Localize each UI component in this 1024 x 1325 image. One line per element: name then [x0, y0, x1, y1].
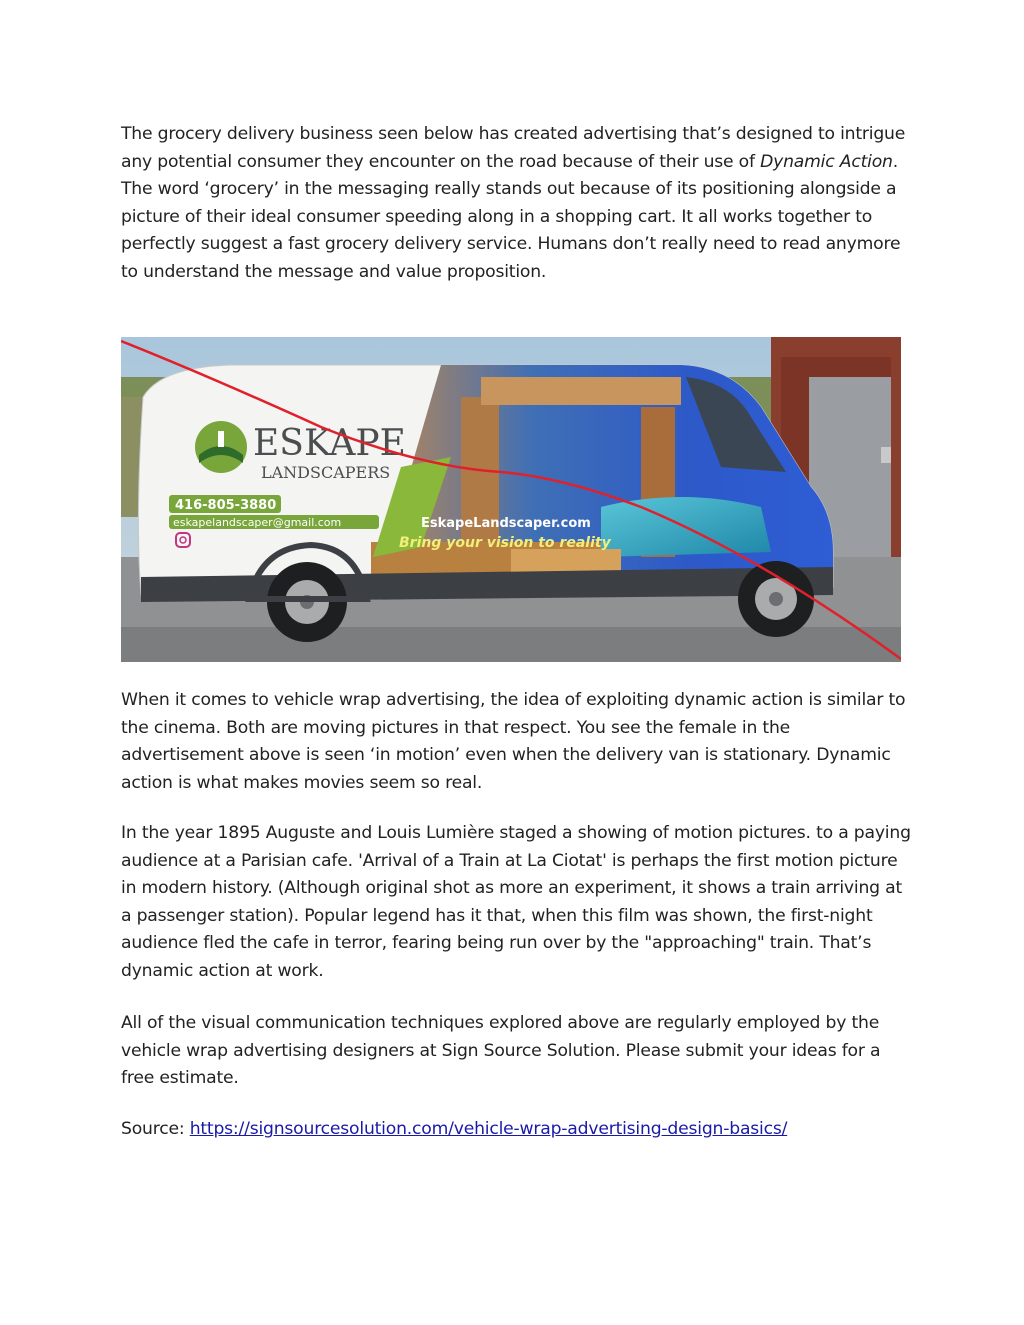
paragraph-dynamic-action: When it comes to vehicle wrap advertising, the idea of exploiting dynamic action is similar to the cinema. Both are moving pictures in that respect. You see the female in the advertisement above is seen ‘in motion’ even when the delivery van is stationary. Dynamic action is what makes movies seem so real. — [121, 690, 906, 793]
van-website: EskapeLandscaper.com — [421, 516, 591, 531]
source-line — [121, 1116, 911, 1144]
paragraph-closing: All of the visual communication techniques explored above are regularly employed by the vehicle wrap advertising designers at Sign Source Solution. Please submit your ideas for a free estimate. — [121, 1013, 881, 1089]
intro-text: The grocery delivery business seen below has created advertising that’s designed to intrigue any potential consumer they encounter on the road because of their use of — [121, 124, 906, 172]
van-wrap-photo — [121, 337, 901, 662]
van-email: eskapelandscaper@gmail.com — [173, 516, 342, 529]
van-brand-sub: LANDSCAPERS — [261, 463, 391, 482]
van-tagline: Bring your vision to reality — [399, 535, 611, 551]
van-brand-name: ESKAPE — [253, 423, 406, 464]
paragraph-lumiere-history: In the year 1895 Auguste and Louis Lumière staged a showing of motion pictures. to a paying audience at a Parisian cafe. 'Arrival of a Train at La Ciotat' is perhaps the first motion picture in modern history. (Although original shot as more an experiment, it shows a train arriving at a passenger station). Popular legend has it that, when this film was shown, the first-night audience fled the cafe in terror, fearing being run over by the "approaching" train. That’s dynamic action at work. — [121, 823, 911, 981]
source-label: Source: — [121, 1119, 190, 1139]
van-illustration — [121, 337, 901, 662]
source-link[interactable]: https://signsourcesolution.com/vehicle-wrap-advertising-design-basics/ — [189, 1119, 788, 1139]
intro-text-continued: . The word ‘grocery’ in the messaging really stands out because of its positioning alongside a picture of their ideal consumer speeding along in a shopping cart. It all works together to perfectly suggest a fast grocery delivery service. Humans don’t really need to read anymore to understand the message and value proposition. — [121, 151, 901, 282]
dynamic-action-emphasis: Dynamic Action — [760, 151, 893, 172]
van-phone: 416-805-3880 — [175, 498, 277, 513]
intro-paragraph — [121, 121, 911, 287]
